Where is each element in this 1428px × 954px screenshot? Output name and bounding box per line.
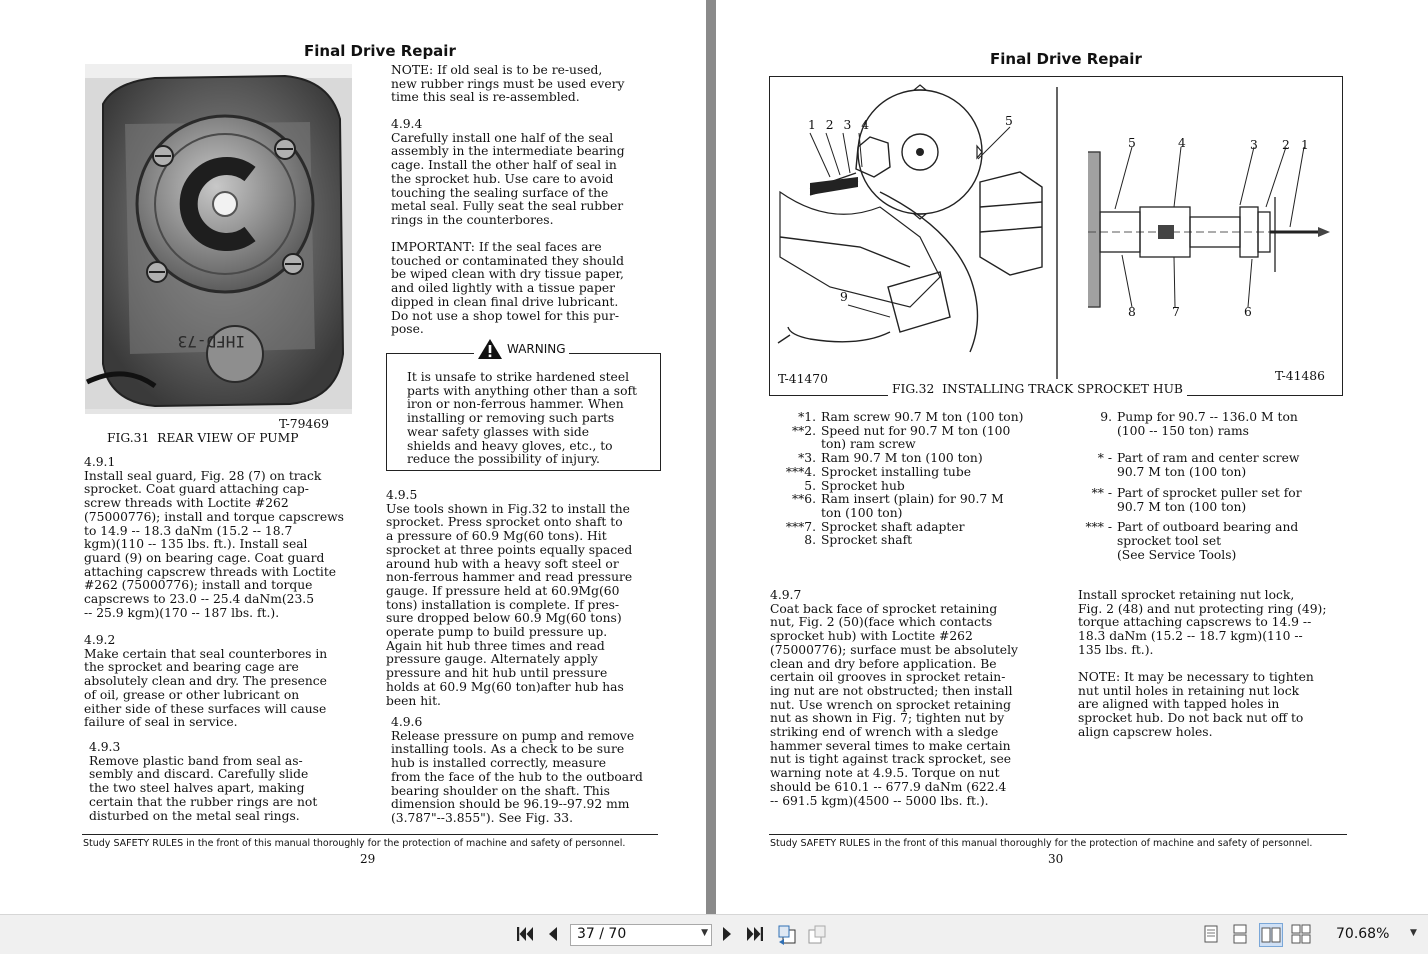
legend-text: Ram screw 90.7 M ton (100 ton) bbox=[821, 410, 1024, 424]
page-number: 29 bbox=[360, 852, 376, 866]
legend-text: Sprocket shaft bbox=[821, 533, 913, 548]
text-line: time this seal is re-assembled. bbox=[391, 90, 580, 105]
warning-label: WARNING bbox=[507, 342, 566, 356]
section-4-9-1 bbox=[84, 456, 374, 620]
page-number-input[interactable] bbox=[570, 924, 712, 946]
text-line: sprocket. Coat guard attaching cap- bbox=[84, 482, 309, 497]
text-line: non-ferrous hammer and read pressure bbox=[386, 570, 633, 585]
fig32-caption: FIG.32 INSTALLING TRACK SPROCKET HUB bbox=[888, 383, 1187, 397]
callout-3: 3 bbox=[843, 118, 852, 132]
text-line: the sprocket and bearing cage are bbox=[84, 660, 299, 675]
footer-rule bbox=[82, 834, 658, 835]
text-line: tons) installation is complete. If pres- bbox=[386, 597, 620, 612]
text-line: Carefully install one half of the seal bbox=[391, 130, 614, 145]
text-line: -- 25.9 kgm)(170 -- 187 lbs. ft.). bbox=[84, 605, 280, 620]
safety-footer: Study SAFETY RULES in the front of this manual thoroughly for the protection of machine and safety of personnel. bbox=[770, 838, 1313, 849]
text-line: and oiled lightly with a tissue paper bbox=[391, 281, 616, 296]
text-line: the two steel halves apart, making bbox=[89, 781, 305, 796]
text-line: Install sprocket retaining nut lock, bbox=[1078, 588, 1295, 602]
text-line: dimension should be 96.19--97.92 mm bbox=[391, 797, 630, 812]
page-header: Final Drive Repair bbox=[304, 42, 456, 60]
text-line: failure of seal in service. bbox=[84, 715, 238, 730]
legend-text: Part of outboard bearing and bbox=[1117, 520, 1299, 535]
text-line: (75000776); install and torque capscrews bbox=[84, 509, 344, 524]
footer-rule bbox=[769, 834, 1347, 835]
warning-triangle-icon bbox=[477, 338, 503, 360]
text-line: screw threads with Loctite #262 bbox=[84, 496, 289, 511]
callout-r6: 6 bbox=[1244, 305, 1252, 319]
text-line: certain that the rubber rings are not bbox=[89, 794, 318, 809]
section-4-9-5 bbox=[386, 489, 686, 708]
text-line: certain oil grooves in sprocket retain- bbox=[770, 670, 1006, 685]
text-line: torque attaching capscrews to 14.9 -- bbox=[1078, 615, 1312, 630]
legend-key: **6. bbox=[791, 492, 816, 507]
text-line: Use tools shown in Fig.32 to install the bbox=[386, 501, 630, 516]
text-line: Remove plastic band from seal as- bbox=[89, 753, 303, 768]
text-line: IMPORTANT: If the seal faces are bbox=[391, 240, 602, 254]
continuous-view-icon[interactable] bbox=[1229, 923, 1251, 945]
legend-text: sprocket tool set bbox=[1117, 533, 1222, 548]
legend-key: 8. bbox=[804, 533, 816, 548]
text-line: striking end of wrench with a sledge bbox=[770, 725, 999, 740]
legend-item bbox=[774, 452, 1059, 466]
section-number: 4.9.7 bbox=[770, 588, 802, 602]
legend-key: * - bbox=[1097, 451, 1112, 466]
figure-code-left: T-41470 bbox=[778, 372, 828, 386]
text-line: nut is tight against track sprocket, see bbox=[770, 752, 1012, 767]
casting-text: IHFD-73 bbox=[177, 332, 245, 351]
text-line: metal seal. Fully seat the seal rubber bbox=[391, 199, 624, 214]
section-number: 4.9.4 bbox=[391, 117, 423, 131]
text-line: should be 610.1 -- 677.9 daNm (622.4 bbox=[770, 779, 1007, 794]
text-line: capscrews to 23.0 -- 25.4 daNm(23.5 bbox=[84, 592, 315, 607]
text-line: Release pressure on pump and remove bbox=[391, 728, 635, 743]
legend-item bbox=[774, 534, 1059, 548]
section-number: 4.9.6 bbox=[391, 715, 423, 729]
text-line: Do not use a shop towel for this pur- bbox=[391, 308, 619, 323]
text-line: bearing shoulder on the shaft. This bbox=[391, 783, 610, 798]
text-line: iron or non-ferrous hammer. When bbox=[407, 397, 624, 412]
warning-header bbox=[474, 338, 569, 360]
callout-r3: 3 bbox=[1250, 138, 1258, 152]
viewer-toolbar bbox=[0, 914, 1428, 954]
text-line: disturbed on the metal seal rings. bbox=[89, 808, 300, 823]
text-line: wear safety glasses with side bbox=[407, 424, 590, 439]
legend-item bbox=[774, 411, 1059, 425]
text-line: (75000776); surface must be absolutely bbox=[770, 642, 1018, 657]
legend-text: Sprocket shaft adapter bbox=[821, 519, 965, 534]
legend-text: Pump for 90.7 -- 136.0 M ton bbox=[1117, 410, 1298, 424]
next-page-icon[interactable] bbox=[716, 923, 738, 945]
text-line: sembly and discard. Carefully slide bbox=[89, 767, 309, 782]
legend-key: **2. bbox=[791, 423, 816, 438]
previous-page-icon[interactable] bbox=[542, 923, 564, 945]
text-line: nut, Fig. 2 (50)(face which contacts bbox=[770, 615, 993, 630]
legend-text: ton (100 ton) bbox=[821, 505, 903, 520]
text-line: sprocket. Press sprocket onto shaft to bbox=[386, 515, 623, 530]
callout-2: 2 bbox=[825, 118, 834, 132]
text-line: hammer several times to make certain bbox=[770, 738, 1011, 753]
zoom-dropdown-icon[interactable]: ▼ bbox=[1410, 928, 1417, 938]
fig32-frame bbox=[769, 76, 1343, 396]
install-nut-lock-text bbox=[1078, 589, 1378, 658]
page-gap bbox=[706, 0, 716, 914]
legend-key: *3. bbox=[798, 451, 816, 466]
right-page bbox=[716, 0, 1428, 914]
legend-text: Part of ram and center screw bbox=[1117, 451, 1300, 466]
left-page bbox=[0, 0, 706, 914]
text-line: reduce the possibility of injury. bbox=[407, 452, 600, 467]
zoom-level[interactable]: 70.68% bbox=[1336, 926, 1390, 942]
text-line: Again hit hub three times and read bbox=[386, 638, 605, 653]
text-line: around hub with a heavy soft steel or bbox=[386, 556, 619, 571]
callout-r5: 5 bbox=[1128, 136, 1136, 150]
section-4-9-3 bbox=[89, 741, 379, 823]
page-number: 30 bbox=[1048, 852, 1064, 866]
legend-text: (100 -- 150 ton) rams bbox=[1117, 423, 1249, 438]
text-line: attaching capscrew threads with Loctite bbox=[84, 564, 337, 579]
legend-key: ** - bbox=[1091, 485, 1112, 500]
text-line: ing nut are not obstructed; then install bbox=[770, 683, 1013, 698]
legend-item bbox=[774, 466, 1059, 480]
legend-item bbox=[1072, 487, 1362, 514]
legend-left bbox=[774, 411, 1059, 548]
photo-code: T-79469 bbox=[279, 417, 329, 431]
legend-text: Ram insert (plain) for 90.7 M bbox=[821, 492, 1004, 507]
text-line: either side of these surfaces will cause bbox=[84, 701, 327, 716]
text-line: holds at 60.9 Mg(60 ton)after hub has bbox=[386, 679, 624, 694]
legend-item bbox=[774, 493, 1059, 520]
single-page-view-icon[interactable] bbox=[1200, 923, 1222, 945]
legend-text: Ram 90.7 M ton (100 ton) bbox=[821, 451, 983, 466]
text-line: clean and dry before application. Be bbox=[770, 656, 997, 671]
section-number: 4.9.1 bbox=[84, 455, 116, 469]
figure-code-right: T-41486 bbox=[1275, 369, 1325, 383]
legend-right bbox=[1072, 411, 1362, 562]
text-line: kgm)(110 -- 135 lbs. ft.). Install seal bbox=[84, 537, 308, 552]
two-page-view-icon[interactable] bbox=[1259, 923, 1283, 947]
text-line: sprocket hub. Do not back nut off to bbox=[1078, 711, 1304, 726]
section-number: 4.9.3 bbox=[89, 740, 121, 754]
text-line: #262 (75000776); install and torque bbox=[84, 578, 313, 593]
legend-item bbox=[1072, 521, 1362, 562]
text-line: It is unsafe to strike hardened steel bbox=[407, 370, 630, 384]
note-block bbox=[1078, 671, 1378, 740]
text-line: sure dropped below 60.9 Mg(60 tons) bbox=[386, 611, 622, 626]
forward-view-icon[interactable] bbox=[806, 923, 828, 945]
last-page-icon[interactable] bbox=[744, 923, 766, 945]
legend-item bbox=[774, 425, 1059, 452]
callout-5: 5 bbox=[1005, 114, 1013, 128]
text-line: 135 lbs. ft.). bbox=[1078, 642, 1154, 657]
text-line: warning note at 4.9.5. Torque on nut bbox=[770, 766, 1000, 781]
important-block bbox=[391, 241, 691, 337]
two-page-continuous-icon[interactable] bbox=[1290, 923, 1312, 945]
text-line: assembly in the intermediate bearing bbox=[391, 144, 625, 159]
text-line: dipped in clean final drive lubricant. bbox=[391, 294, 619, 309]
note-block bbox=[391, 64, 691, 105]
text-line: Coat back face of sprocket retaining bbox=[770, 601, 998, 616]
text-line: touched or contaminated they should bbox=[391, 253, 624, 268]
text-line: NOTE: If old seal is to be re-used, bbox=[391, 63, 603, 77]
callout-r4: 4 bbox=[1178, 136, 1186, 150]
legend-text: 90.7 M ton (100 ton) bbox=[1117, 499, 1247, 514]
legend-key: *1. bbox=[798, 410, 816, 424]
text-line: parts with anything other than a soft bbox=[407, 383, 637, 398]
page-number-value: 37 / 70 bbox=[577, 926, 627, 942]
text-line: Make certain that seal counterbores in bbox=[84, 646, 328, 661]
legend-text: Part of sprocket puller set for bbox=[1117, 485, 1302, 500]
legend-item bbox=[1072, 452, 1362, 479]
section-4-9-6 bbox=[391, 716, 691, 826]
page-header: Final Drive Repair bbox=[990, 50, 1142, 68]
text-line: align capscrew holes. bbox=[1078, 724, 1213, 739]
safety-footer: Study SAFETY RULES in the front of this manual thoroughly for the protection of machine and safety of personnel. bbox=[83, 838, 626, 849]
text-line: nut until holes in retaining nut lock bbox=[1078, 683, 1300, 698]
section-number: 4.9.2 bbox=[84, 633, 116, 647]
callout-9: 9 bbox=[840, 290, 848, 304]
fig31-caption: FIG.31 REAR VIEW OF PUMP bbox=[107, 431, 299, 445]
first-page-icon[interactable] bbox=[514, 923, 536, 945]
legend-key: 9. bbox=[1100, 410, 1112, 424]
text-line: rings in the counterbores. bbox=[391, 212, 554, 227]
pump-photo bbox=[85, 64, 352, 414]
text-line: of oil, grease or other lubricant on bbox=[84, 687, 300, 702]
legend-key: ***7. bbox=[785, 519, 816, 534]
text-line: (3.787"--3.855"). See Fig. 33. bbox=[391, 810, 574, 825]
text-line: pressure gauge. Alternately apply bbox=[386, 652, 598, 667]
text-line: 18.3 daNm (15.2 -- 18.7 kgm)(110 -- bbox=[1078, 629, 1303, 644]
legend-item bbox=[774, 521, 1059, 535]
text-line: from the face of the hub to the outboard bbox=[391, 769, 643, 784]
legend-text: (See Service Tools) bbox=[1117, 547, 1237, 562]
text-line: touching the sealing surface of the bbox=[391, 185, 609, 200]
legend-text: 90.7 M ton (100 ton) bbox=[1117, 465, 1247, 480]
callout-r2: 2 bbox=[1282, 138, 1290, 152]
back-view-icon[interactable] bbox=[776, 923, 798, 945]
text-line: be wiped clean with dry tissue paper, bbox=[391, 267, 624, 282]
legend-text: Sprocket installing tube bbox=[821, 464, 971, 479]
section-4-9-4 bbox=[391, 118, 691, 228]
warning-text bbox=[407, 371, 662, 467]
text-line: to 14.9 -- 18.3 daNm (15.2 -- 18.7 bbox=[84, 523, 293, 538]
legend-item bbox=[774, 480, 1059, 494]
legend-key: *** - bbox=[1085, 520, 1112, 535]
text-line: pressure and hit hub until pressure bbox=[386, 666, 608, 681]
text-line: NOTE: It may be necessary to tighten bbox=[1078, 670, 1314, 684]
chevron-down-icon[interactable]: ▼ bbox=[701, 928, 708, 938]
text-line: a pressure of 60.9 Mg(60 tons). Hit bbox=[386, 529, 607, 544]
legend-text: ton) ram screw bbox=[821, 437, 916, 452]
callout-r7: 7 bbox=[1172, 305, 1180, 319]
callout-r1: 1 bbox=[1301, 138, 1309, 152]
text-line: sprocket hub) with Loctite #262 bbox=[770, 629, 973, 644]
text-line: new rubber rings must be used every bbox=[391, 76, 625, 91]
section-4-9-7 bbox=[770, 589, 1070, 808]
callout-r8: 8 bbox=[1128, 305, 1136, 319]
callout-4: 4 bbox=[861, 118, 870, 132]
legend-text: Sprocket hub bbox=[821, 478, 905, 493]
text-line: nut. Use wrench on sprocket retaining bbox=[770, 697, 1011, 712]
text-line: gauge. If pressure held at 60.9Mg(60 bbox=[386, 583, 620, 598]
legend-key: 5. bbox=[804, 478, 816, 493]
text-line: are aligned with tapped holes in bbox=[1078, 697, 1280, 712]
text-line: sprocket at three points equally spaced bbox=[386, 542, 633, 557]
text-line: nut as shown in Fig. 7; tighten nut by bbox=[770, 711, 1005, 726]
callouts-left bbox=[808, 119, 869, 133]
text-line: Fig. 2 (48) and nut protecting ring (49); bbox=[1078, 601, 1327, 616]
text-line: been hit. bbox=[386, 693, 441, 708]
text-line: shields and heavy gloves, etc., to bbox=[407, 438, 613, 453]
text-line: operate pump to build pressure up. bbox=[386, 625, 608, 640]
text-line: Install seal guard, Fig. 28 (7) on track bbox=[84, 468, 322, 483]
section-number: 4.9.5 bbox=[386, 488, 418, 502]
section-4-9-2 bbox=[84, 634, 374, 730]
text-line: pose. bbox=[391, 322, 424, 337]
callout-1: 1 bbox=[808, 118, 816, 132]
legend-item bbox=[1072, 411, 1362, 438]
legend-text: Speed nut for 90.7 M ton (100 bbox=[821, 423, 1011, 438]
text-line: the sprocket hub. Use care to avoid bbox=[391, 171, 614, 186]
text-line: hub is installed correctly, measure bbox=[391, 756, 607, 771]
text-line: guard (9) on bearing cage. Coat guard bbox=[84, 550, 325, 565]
legend-key: ***4. bbox=[785, 464, 816, 479]
text-line: cage. Install the other half of seal in bbox=[391, 158, 617, 173]
text-line: -- 691.5 kgm)(4500 -- 5000 lbs. ft.). bbox=[770, 793, 989, 808]
text-line: installing or removing such parts bbox=[407, 411, 615, 426]
text-line: installing tools. As a check to be sure bbox=[391, 742, 625, 757]
text-line: absolutely clean and dry. The presence bbox=[84, 674, 327, 689]
